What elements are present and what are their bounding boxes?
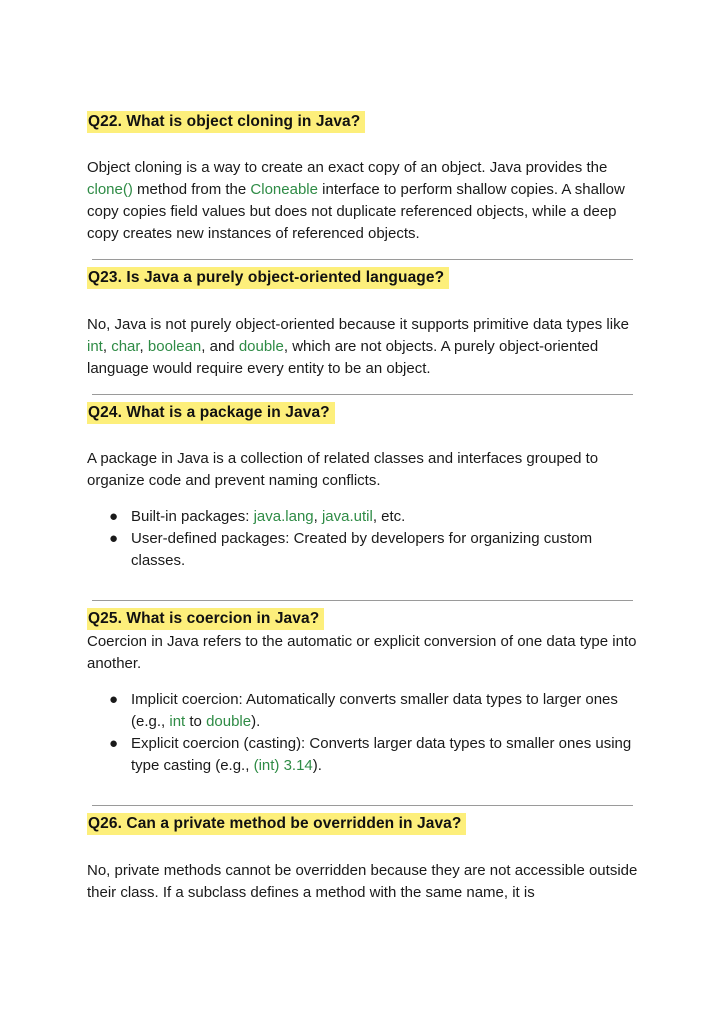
bullet-icon: ● (109, 508, 119, 525)
code-term: clone() (87, 181, 133, 198)
text: Implicit coercion: Automatically converts smaller data types to larger ones (e.g., (131, 691, 618, 730)
question-q26 (87, 813, 642, 835)
text: No, Java is not purely object-oriented because it supports primitive data types like (87, 316, 629, 333)
list-item (87, 689, 642, 733)
text: ). (312, 757, 322, 774)
list-item (87, 733, 642, 777)
question-heading: Q22. What is object cloning in Java? (87, 111, 365, 133)
code-term: int (87, 338, 103, 355)
answer-paragraph: No, private methods cannot be overridden because they are not accessible outside their class. If a subclass defines a method with the same name, it is (87, 862, 638, 901)
bullet-icon: ● (109, 530, 119, 547)
question-heading: Q23. Is Java a purely object-oriented language? (87, 267, 449, 289)
text: , and (201, 338, 239, 355)
answer-paragraph (87, 157, 642, 245)
answer-q26 (87, 860, 642, 904)
list-item (87, 506, 642, 528)
code-term: java.lang (253, 508, 314, 525)
answer-q23 (87, 314, 642, 380)
divider (92, 805, 633, 806)
bullet-icon: ● (109, 735, 119, 752)
text: interface to perform shallow copies. A shallow copy copies field values but does not duplicate referenced objects, while a deep copy creates new instances of referenced objects. (87, 181, 625, 242)
text: , (102, 338, 112, 355)
text: , etc. (372, 508, 406, 525)
bullet-list (87, 506, 642, 572)
answer-paragraph (87, 314, 642, 380)
question-heading: Q26. Can a private method be overridden in Java? (87, 813, 466, 835)
code-term: char (111, 338, 140, 355)
question-heading: Q25. What is coercion in Java? (87, 608, 324, 630)
answer-paragraph: Coercion in Java refers to the automatic or explicit conversion of one data type into another. (87, 633, 637, 672)
code-term: boolean (147, 338, 202, 355)
text: User-defined packages: Created by developers for organizing custom classes. (131, 530, 593, 569)
question-q25 (87, 608, 642, 630)
question-heading: Q24. What is a package in Java? (87, 402, 335, 424)
code-term: java.util (321, 508, 373, 525)
text: ). (251, 713, 261, 730)
answer-paragraph: A package in Java is a collection of related classes and interfaces grouped to organize code and prevent naming conflicts. (87, 450, 599, 489)
answer-q25 (87, 631, 642, 777)
code-term: int (169, 713, 186, 730)
text: method from the (132, 181, 251, 198)
text: , which are not objects. A purely object-oriented language would require every entity to be an object. (87, 338, 599, 377)
divider (92, 394, 633, 395)
divider (92, 600, 633, 601)
answer-q22 (87, 157, 642, 245)
text: Explicit coercion (casting): Converts larger data types to smaller ones using type casting (e.g., (131, 735, 632, 774)
divider (92, 259, 633, 260)
question-q22 (87, 111, 642, 133)
bullet-list (87, 689, 642, 777)
list-item (87, 528, 642, 572)
code-term: (int) 3.14 (253, 757, 313, 774)
code-term: double (238, 338, 284, 355)
answer-q24 (87, 448, 642, 572)
code-term: double (206, 713, 252, 730)
text: Object cloning is a way to create an exact copy of an object. Java provides the (87, 159, 608, 176)
bullet-icon: ● (109, 691, 119, 708)
text: , (139, 338, 148, 355)
code-term: Cloneable (250, 181, 318, 198)
question-q23 (87, 267, 642, 289)
text: , (313, 508, 322, 525)
text: to (185, 713, 207, 730)
question-q24 (87, 402, 642, 424)
text: Built-in packages: (131, 508, 254, 525)
